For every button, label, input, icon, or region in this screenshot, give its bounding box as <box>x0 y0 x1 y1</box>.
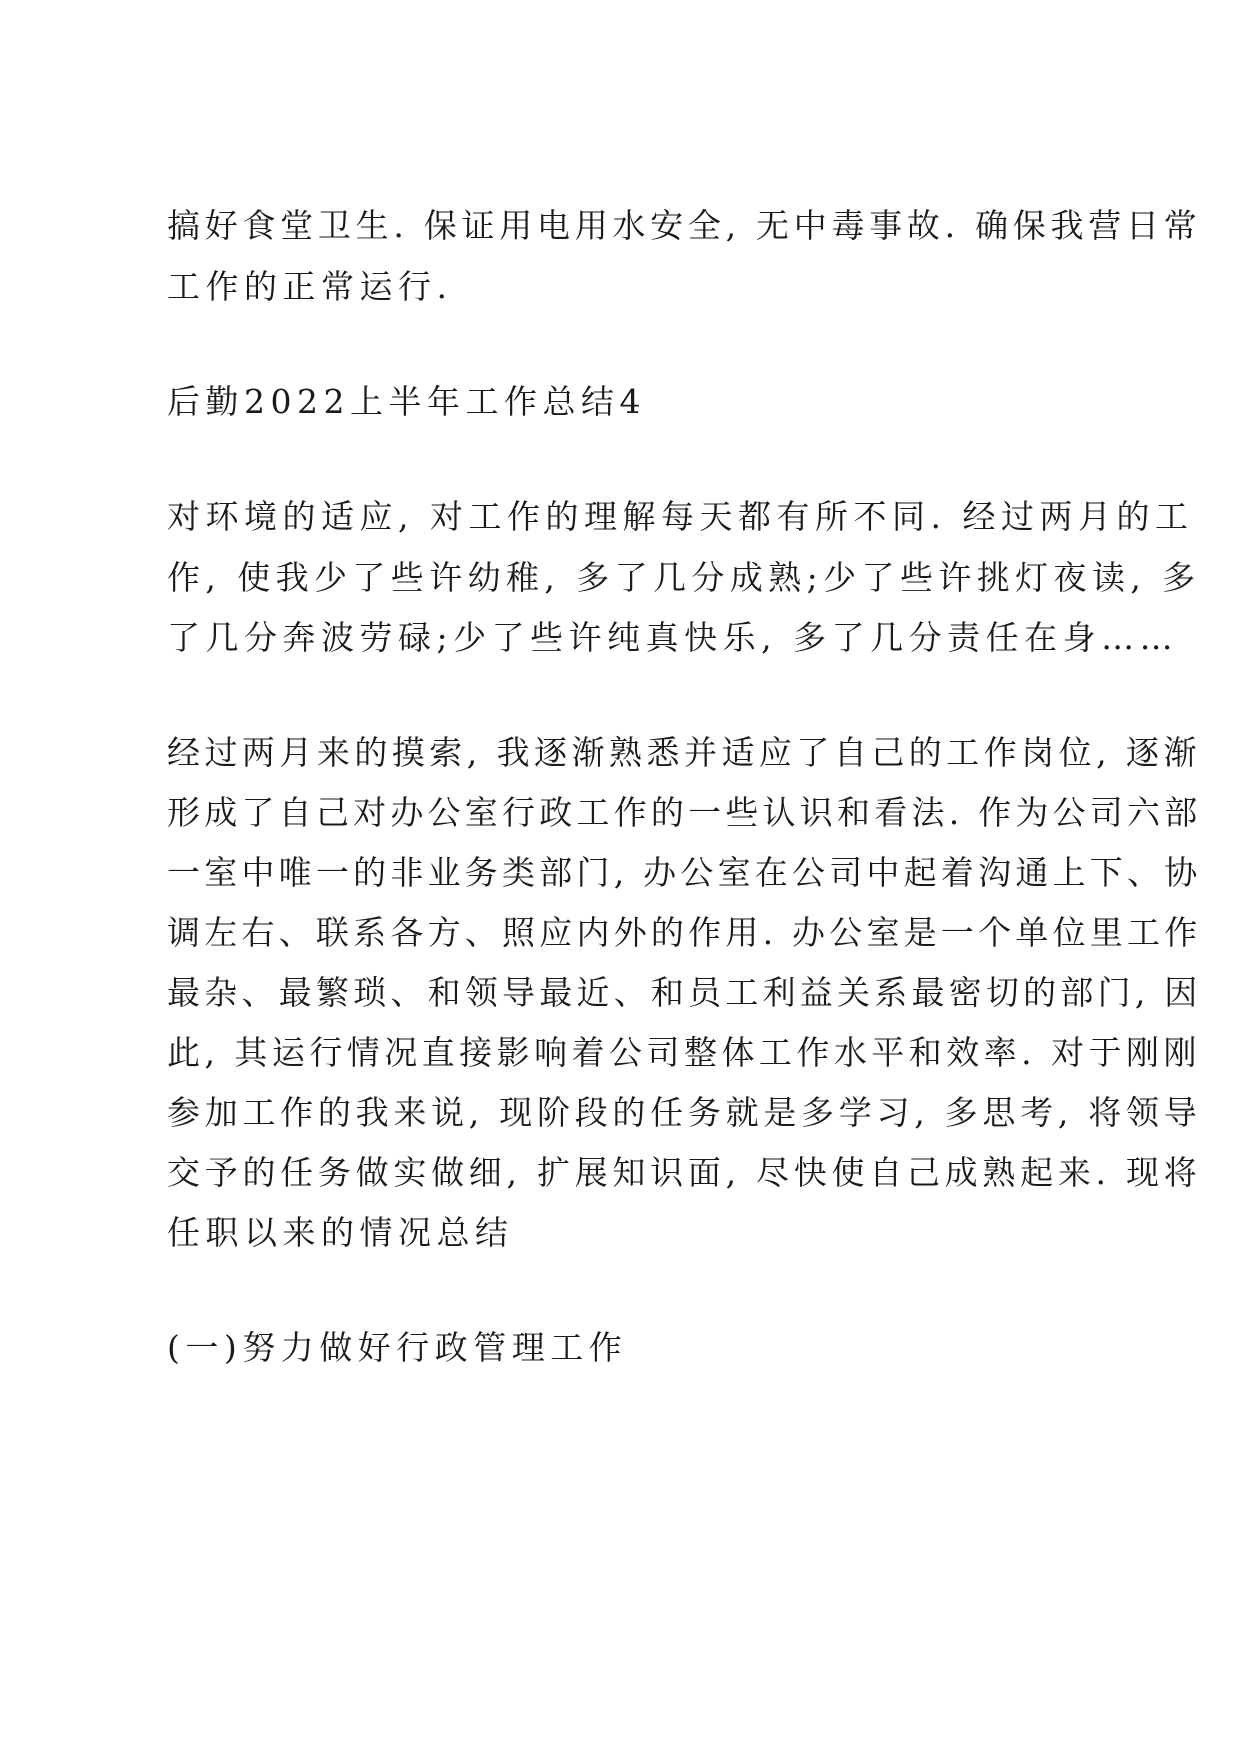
paragraph-line: 任职以来的情况总结 <box>167 1213 514 1252</box>
paragraph-line: 作, 使我少了些许幼稚, 多了几分成熟;少了些许挑灯夜读, 多 <box>167 558 1201 597</box>
paragraph-line: 工作的正常运行. <box>167 267 453 306</box>
paragraph-line: 调左右、联系各方、照应内外的作用. 办公室是一个单位里工作 <box>167 913 1202 952</box>
paragraph-line: 形成了自己对办公室行政工作的一些认识和看法. 作为公司六部 <box>167 793 1202 832</box>
section-heading: 后勤2022上半年工作总结4 <box>167 382 646 421</box>
paragraph-line: 一室中唯一的非业务类部门, 办公室在公司中起着沟通上下、协 <box>167 853 1202 892</box>
paragraph-line: 对环境的适应, 对工作的理解每天都有所不同. 经过两月的工 <box>167 497 1194 536</box>
paragraph-line: 了几分奔波劳碌;少了些许纯真快乐, 多了几分责任在身…… <box>167 618 1179 657</box>
paragraph-line: 参加工作的我来说, 现阶段的任务就是多学习, 多思考, 将领导 <box>167 1093 1202 1132</box>
paragraph-line: 搞好食堂卫生. 保证用电用水安全, 无中毒事故. 确保我营日常 <box>167 206 1202 245</box>
subsection-heading: (一)努力做好行政管理工作 <box>167 1328 628 1367</box>
paragraph-line: 经过两月来的摸索, 我逐渐熟悉并适应了自己的工作岗位, 逐渐 <box>167 733 1201 772</box>
paragraph-line: 最杂、最繁琐、和领导最近、和员工利益关系最密切的部门, 因 <box>167 973 1202 1012</box>
paragraph-line: 交予的任务做实做细, 扩展知识面, 尽快使自己成熟起来. 现将 <box>167 1153 1202 1192</box>
paragraph-line: 此, 其运行情况直接影响着公司整体工作水平和效率. 对于刚刚 <box>167 1033 1201 1072</box>
